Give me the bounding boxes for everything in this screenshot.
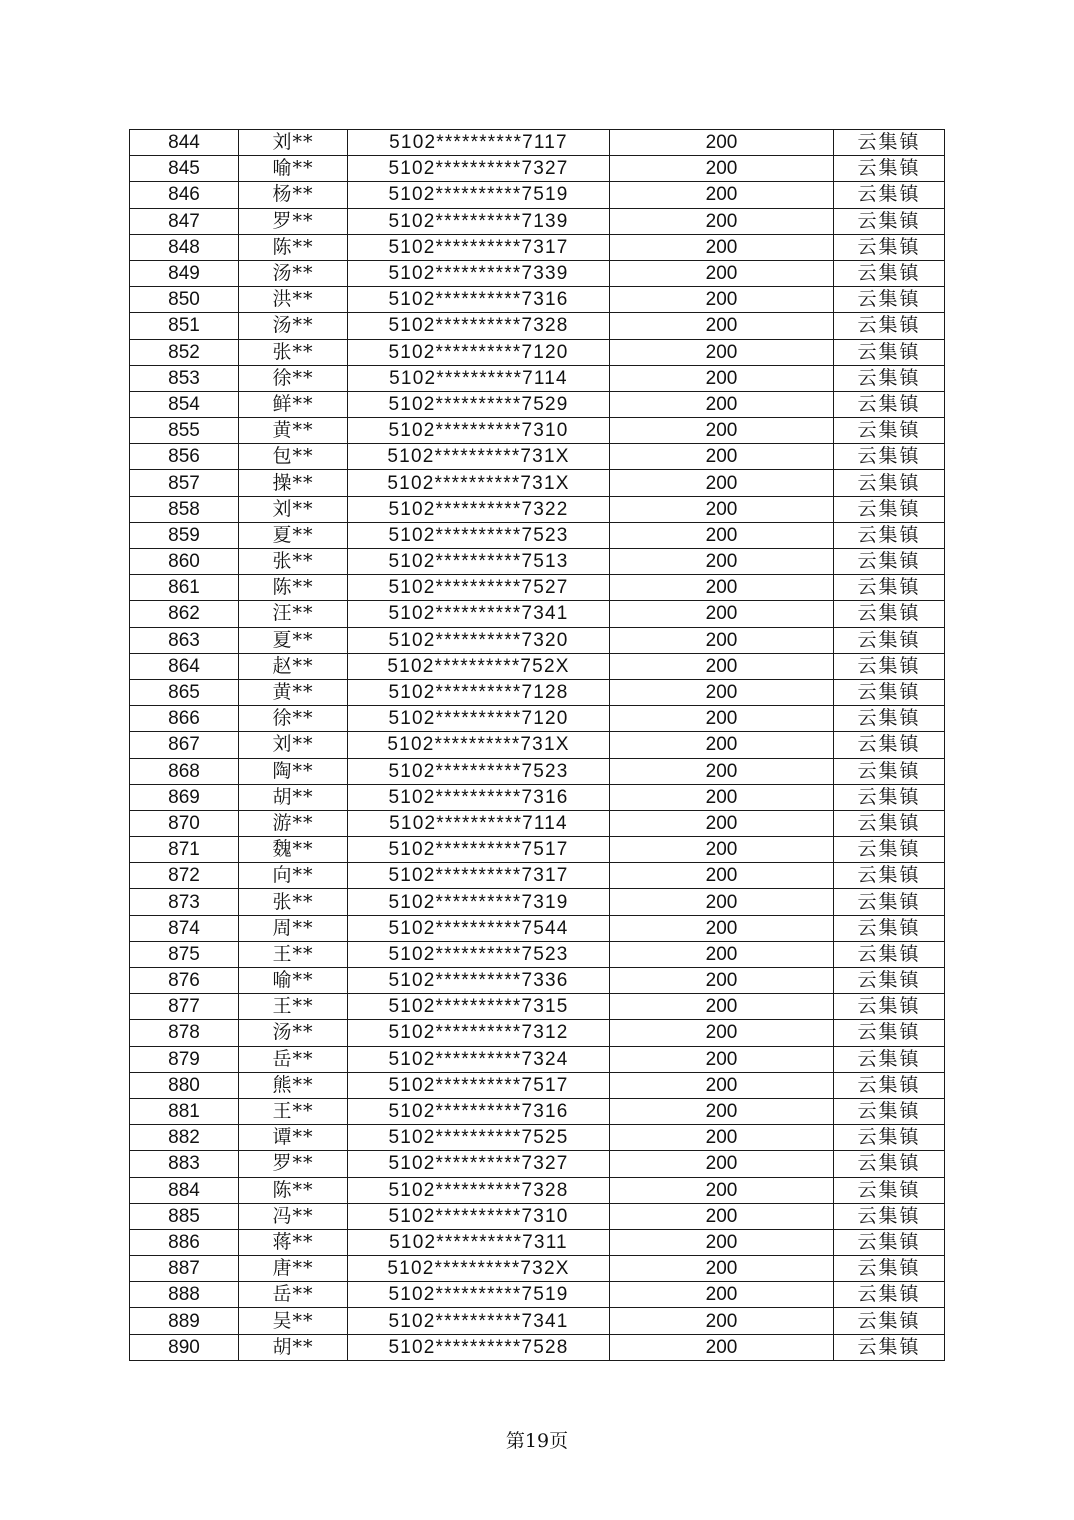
table-row — [130, 1020, 945, 1046]
town-cell: 云集镇 — [834, 810, 945, 836]
name-cell: 张** — [239, 549, 348, 575]
town-cell: 云集镇 — [834, 313, 945, 339]
name-cell: 魏** — [239, 837, 348, 863]
id-number-cell: 5102**********7310 — [348, 1203, 610, 1229]
name-cell: 唐** — [239, 1256, 348, 1282]
table-row — [130, 1203, 945, 1229]
town-cell: 云集镇 — [834, 418, 945, 444]
amount-cell: 200 — [610, 889, 834, 915]
table-row — [130, 1334, 945, 1360]
table-row — [130, 994, 945, 1020]
id-number-cell: 5102**********7523 — [348, 941, 610, 967]
name-cell: 王** — [239, 1098, 348, 1124]
id-number-cell: 5102**********7328 — [348, 313, 610, 339]
name-cell: 汤** — [239, 313, 348, 339]
subsidy-roster-table — [129, 129, 945, 1361]
table-row — [130, 182, 945, 208]
table-row — [130, 260, 945, 286]
name-cell: 汪** — [239, 601, 348, 627]
table-row — [130, 156, 945, 182]
row-number-cell: 883 — [130, 1151, 239, 1177]
amount-cell: 200 — [610, 208, 834, 234]
id-number-cell: 5102**********7327 — [348, 1151, 610, 1177]
name-cell: 杨** — [239, 182, 348, 208]
row-number-cell: 859 — [130, 522, 239, 548]
name-cell: 徐** — [239, 365, 348, 391]
id-number-cell: 5102**********7519 — [348, 1282, 610, 1308]
amount-cell: 200 — [610, 1151, 834, 1177]
town-cell: 云集镇 — [834, 784, 945, 810]
id-number-cell: 5102**********7529 — [348, 391, 610, 417]
row-number-cell: 847 — [130, 208, 239, 234]
id-number-cell: 5102**********7320 — [348, 627, 610, 653]
town-cell: 云集镇 — [834, 706, 945, 732]
town-cell: 云集镇 — [834, 915, 945, 941]
amount-cell: 200 — [610, 1177, 834, 1203]
table-row — [130, 365, 945, 391]
town-cell: 云集镇 — [834, 1125, 945, 1151]
town-cell: 云集镇 — [834, 470, 945, 496]
row-number-cell: 865 — [130, 679, 239, 705]
name-cell: 陈** — [239, 234, 348, 260]
id-number-cell: 5102**********731X — [348, 732, 610, 758]
town-cell: 云集镇 — [834, 339, 945, 365]
name-cell: 张** — [239, 339, 348, 365]
row-number-cell: 856 — [130, 444, 239, 470]
table-row — [130, 1046, 945, 1072]
town-cell: 云集镇 — [834, 889, 945, 915]
id-number-cell: 5102**********7316 — [348, 287, 610, 313]
town-cell: 云集镇 — [834, 627, 945, 653]
name-cell: 蒋** — [239, 1229, 348, 1255]
name-cell: 陈** — [239, 575, 348, 601]
row-number-cell: 858 — [130, 496, 239, 522]
amount-cell: 200 — [610, 1282, 834, 1308]
id-number-cell: 5102**********7120 — [348, 706, 610, 732]
town-cell: 云集镇 — [834, 208, 945, 234]
name-cell: 罗** — [239, 1151, 348, 1177]
id-number-cell: 5102**********7517 — [348, 837, 610, 863]
town-cell: 云集镇 — [834, 653, 945, 679]
town-cell: 云集镇 — [834, 601, 945, 627]
row-number-cell: 849 — [130, 260, 239, 286]
name-cell: 喻** — [239, 968, 348, 994]
id-number-cell: 5102**********7513 — [348, 549, 610, 575]
name-cell: 陈** — [239, 1177, 348, 1203]
id-number-cell: 5102**********7523 — [348, 758, 610, 784]
row-number-cell: 875 — [130, 941, 239, 967]
amount-cell: 200 — [610, 863, 834, 889]
id-number-cell: 5102**********7341 — [348, 601, 610, 627]
town-cell: 云集镇 — [834, 1229, 945, 1255]
row-number-cell: 853 — [130, 365, 239, 391]
name-cell: 刘** — [239, 130, 348, 156]
name-cell: 冯** — [239, 1203, 348, 1229]
id-number-cell: 5102**********7117 — [348, 130, 610, 156]
name-cell: 黄** — [239, 418, 348, 444]
amount-cell: 200 — [610, 575, 834, 601]
table-row — [130, 1308, 945, 1334]
amount-cell: 200 — [610, 1020, 834, 1046]
row-number-cell: 878 — [130, 1020, 239, 1046]
name-cell: 汤** — [239, 1020, 348, 1046]
town-cell: 云集镇 — [834, 182, 945, 208]
row-number-cell: 861 — [130, 575, 239, 601]
table-row — [130, 627, 945, 653]
amount-cell: 200 — [610, 444, 834, 470]
table-row — [130, 1072, 945, 1098]
name-cell: 谭** — [239, 1125, 348, 1151]
id-number-cell: 5102**********731X — [348, 444, 610, 470]
name-cell: 刘** — [239, 496, 348, 522]
id-number-cell: 5102**********7525 — [348, 1125, 610, 1151]
amount-cell: 200 — [610, 679, 834, 705]
name-cell: 胡** — [239, 1334, 348, 1360]
roster-table-body — [130, 130, 945, 1361]
id-number-cell: 5102**********7310 — [348, 418, 610, 444]
row-number-cell: 846 — [130, 182, 239, 208]
amount-cell: 200 — [610, 784, 834, 810]
amount-cell: 200 — [610, 941, 834, 967]
table-row — [130, 1151, 945, 1177]
table-row — [130, 1098, 945, 1124]
town-cell: 云集镇 — [834, 1177, 945, 1203]
id-number-cell: 5102**********7128 — [348, 679, 610, 705]
amount-cell: 200 — [610, 1098, 834, 1124]
name-cell: 鲜** — [239, 391, 348, 417]
name-cell: 黄** — [239, 679, 348, 705]
row-number-cell: 871 — [130, 837, 239, 863]
name-cell: 喻** — [239, 156, 348, 182]
amount-cell: 200 — [610, 522, 834, 548]
amount-cell: 200 — [610, 130, 834, 156]
table-row — [130, 653, 945, 679]
table-row — [130, 810, 945, 836]
id-number-cell: 5102**********7341 — [348, 1308, 610, 1334]
id-number-cell: 5102**********7319 — [348, 889, 610, 915]
amount-cell: 200 — [610, 313, 834, 339]
name-cell: 刘** — [239, 732, 348, 758]
id-number-cell: 5102**********7336 — [348, 968, 610, 994]
table-row — [130, 784, 945, 810]
amount-cell: 200 — [610, 1308, 834, 1334]
table-row — [130, 444, 945, 470]
row-number-cell: 845 — [130, 156, 239, 182]
row-number-cell: 888 — [130, 1282, 239, 1308]
row-number-cell: 862 — [130, 601, 239, 627]
table-row — [130, 130, 945, 156]
row-number-cell: 880 — [130, 1072, 239, 1098]
row-number-cell: 855 — [130, 418, 239, 444]
town-cell: 云集镇 — [834, 130, 945, 156]
name-cell: 罗** — [239, 208, 348, 234]
row-number-cell: 857 — [130, 470, 239, 496]
amount-cell: 200 — [610, 182, 834, 208]
amount-cell: 200 — [610, 549, 834, 575]
row-number-cell: 885 — [130, 1203, 239, 1229]
table-row — [130, 470, 945, 496]
amount-cell: 200 — [610, 418, 834, 444]
amount-cell: 200 — [610, 470, 834, 496]
row-number-cell: 886 — [130, 1229, 239, 1255]
name-cell: 向** — [239, 863, 348, 889]
town-cell: 云集镇 — [834, 496, 945, 522]
amount-cell: 200 — [610, 234, 834, 260]
table-row — [130, 208, 945, 234]
table-row — [130, 679, 945, 705]
town-cell: 云集镇 — [834, 994, 945, 1020]
row-number-cell: 850 — [130, 287, 239, 313]
name-cell: 岳** — [239, 1282, 348, 1308]
amount-cell: 200 — [610, 260, 834, 286]
row-number-cell: 869 — [130, 784, 239, 810]
town-cell: 云集镇 — [834, 1151, 945, 1177]
town-cell: 云集镇 — [834, 234, 945, 260]
town-cell: 云集镇 — [834, 1098, 945, 1124]
name-cell: 夏** — [239, 522, 348, 548]
table-row — [130, 706, 945, 732]
row-number-cell: 881 — [130, 1098, 239, 1124]
row-number-cell: 882 — [130, 1125, 239, 1151]
table-row — [130, 837, 945, 863]
id-number-cell: 5102**********7324 — [348, 1046, 610, 1072]
id-number-cell: 5102**********7317 — [348, 863, 610, 889]
row-number-cell: 889 — [130, 1308, 239, 1334]
amount-cell: 200 — [610, 627, 834, 653]
row-number-cell: 860 — [130, 549, 239, 575]
id-number-cell: 5102**********7114 — [348, 810, 610, 836]
town-cell: 云集镇 — [834, 732, 945, 758]
town-cell: 云集镇 — [834, 1203, 945, 1229]
town-cell: 云集镇 — [834, 1308, 945, 1334]
table-row — [130, 339, 945, 365]
table-row — [130, 1256, 945, 1282]
name-cell: 陶** — [239, 758, 348, 784]
amount-cell: 200 — [610, 732, 834, 758]
row-number-cell: 852 — [130, 339, 239, 365]
row-number-cell: 864 — [130, 653, 239, 679]
town-cell: 云集镇 — [834, 156, 945, 182]
name-cell: 洪** — [239, 287, 348, 313]
table-row — [130, 522, 945, 548]
amount-cell: 200 — [610, 1203, 834, 1229]
amount-cell: 200 — [610, 156, 834, 182]
row-number-cell: 870 — [130, 810, 239, 836]
table-row — [130, 496, 945, 522]
table-row — [130, 941, 945, 967]
table-row — [130, 863, 945, 889]
name-cell: 汤** — [239, 260, 348, 286]
table-row — [130, 968, 945, 994]
row-number-cell: 866 — [130, 706, 239, 732]
town-cell: 云集镇 — [834, 260, 945, 286]
amount-cell: 200 — [610, 365, 834, 391]
town-cell: 云集镇 — [834, 1046, 945, 1072]
table-row — [130, 1125, 945, 1151]
town-cell: 云集镇 — [834, 1072, 945, 1098]
table-row — [130, 313, 945, 339]
amount-cell: 200 — [610, 994, 834, 1020]
name-cell: 王** — [239, 994, 348, 1020]
row-number-cell: 868 — [130, 758, 239, 784]
row-number-cell: 884 — [130, 1177, 239, 1203]
row-number-cell: 877 — [130, 994, 239, 1020]
id-number-cell: 5102**********7327 — [348, 156, 610, 182]
town-cell: 云集镇 — [834, 1256, 945, 1282]
amount-cell: 200 — [610, 810, 834, 836]
amount-cell: 200 — [610, 339, 834, 365]
name-cell: 周** — [239, 915, 348, 941]
id-number-cell: 5102**********7316 — [348, 784, 610, 810]
name-cell: 岳** — [239, 1046, 348, 1072]
id-number-cell: 5102**********7322 — [348, 496, 610, 522]
row-number-cell: 873 — [130, 889, 239, 915]
id-number-cell: 5102**********752X — [348, 653, 610, 679]
amount-cell: 200 — [610, 837, 834, 863]
town-cell: 云集镇 — [834, 1020, 945, 1046]
row-number-cell: 851 — [130, 313, 239, 339]
table-row — [130, 549, 945, 575]
table-row — [130, 234, 945, 260]
table-row — [130, 575, 945, 601]
amount-cell: 200 — [610, 1125, 834, 1151]
amount-cell: 200 — [610, 601, 834, 627]
name-cell: 胡** — [239, 784, 348, 810]
town-cell: 云集镇 — [834, 444, 945, 470]
row-number-cell: 874 — [130, 915, 239, 941]
id-number-cell: 5102**********7311 — [348, 1229, 610, 1255]
amount-cell: 200 — [610, 391, 834, 417]
id-number-cell: 5102**********7120 — [348, 339, 610, 365]
amount-cell: 200 — [610, 1229, 834, 1255]
name-cell: 吴** — [239, 1308, 348, 1334]
row-number-cell: 887 — [130, 1256, 239, 1282]
id-number-cell: 5102**********7517 — [348, 1072, 610, 1098]
row-number-cell: 867 — [130, 732, 239, 758]
table-row — [130, 758, 945, 784]
id-number-cell: 5102**********7317 — [348, 234, 610, 260]
town-cell: 云集镇 — [834, 758, 945, 784]
town-cell: 云集镇 — [834, 1334, 945, 1360]
table-row — [130, 889, 945, 915]
town-cell: 云集镇 — [834, 1282, 945, 1308]
amount-cell: 200 — [610, 1072, 834, 1098]
town-cell: 云集镇 — [834, 679, 945, 705]
amount-cell: 200 — [610, 758, 834, 784]
name-cell: 游** — [239, 810, 348, 836]
id-number-cell: 5102**********7523 — [348, 522, 610, 548]
id-number-cell: 5102**********7544 — [348, 915, 610, 941]
table-row — [130, 1177, 945, 1203]
name-cell: 夏** — [239, 627, 348, 653]
table-row — [130, 418, 945, 444]
id-number-cell: 5102**********7528 — [348, 1334, 610, 1360]
amount-cell: 200 — [610, 1256, 834, 1282]
name-cell: 熊** — [239, 1072, 348, 1098]
amount-cell: 200 — [610, 653, 834, 679]
name-cell: 操** — [239, 470, 348, 496]
name-cell: 徐** — [239, 706, 348, 732]
name-cell: 包** — [239, 444, 348, 470]
amount-cell: 200 — [610, 706, 834, 732]
id-number-cell: 5102**********7312 — [348, 1020, 610, 1046]
id-number-cell: 5102**********732X — [348, 1256, 610, 1282]
amount-cell: 200 — [610, 287, 834, 313]
name-cell: 赵** — [239, 653, 348, 679]
table-row — [130, 1282, 945, 1308]
id-number-cell: 5102**********7328 — [348, 1177, 610, 1203]
town-cell: 云集镇 — [834, 287, 945, 313]
row-number-cell: 854 — [130, 391, 239, 417]
row-number-cell: 844 — [130, 130, 239, 156]
id-number-cell: 5102**********7315 — [348, 994, 610, 1020]
row-number-cell: 848 — [130, 234, 239, 260]
row-number-cell: 879 — [130, 1046, 239, 1072]
row-number-cell: 872 — [130, 863, 239, 889]
town-cell: 云集镇 — [834, 522, 945, 548]
row-number-cell: 890 — [130, 1334, 239, 1360]
town-cell: 云集镇 — [834, 941, 945, 967]
amount-cell: 200 — [610, 1334, 834, 1360]
name-cell: 王** — [239, 941, 348, 967]
id-number-cell: 5102**********7527 — [348, 575, 610, 601]
town-cell: 云集镇 — [834, 863, 945, 889]
amount-cell: 200 — [610, 968, 834, 994]
row-number-cell: 863 — [130, 627, 239, 653]
amount-cell: 200 — [610, 1046, 834, 1072]
town-cell: 云集镇 — [834, 391, 945, 417]
row-number-cell: 876 — [130, 968, 239, 994]
town-cell: 云集镇 — [834, 837, 945, 863]
id-number-cell: 5102**********7519 — [348, 182, 610, 208]
town-cell: 云集镇 — [834, 365, 945, 391]
amount-cell: 200 — [610, 496, 834, 522]
table-row — [130, 287, 945, 313]
id-number-cell: 5102**********731X — [348, 470, 610, 496]
town-cell: 云集镇 — [834, 575, 945, 601]
table-row — [130, 1229, 945, 1255]
name-cell: 张** — [239, 889, 348, 915]
table-row — [130, 391, 945, 417]
id-number-cell: 5102**********7339 — [348, 260, 610, 286]
table-row — [130, 915, 945, 941]
id-number-cell: 5102**********7316 — [348, 1098, 610, 1124]
town-cell: 云集镇 — [834, 968, 945, 994]
id-number-cell: 5102**********7139 — [348, 208, 610, 234]
amount-cell: 200 — [610, 915, 834, 941]
id-number-cell: 5102**********7114 — [348, 365, 610, 391]
table-row — [130, 601, 945, 627]
page-number: 第19页 — [505, 1430, 569, 1452]
town-cell: 云集镇 — [834, 549, 945, 575]
table-row — [130, 732, 945, 758]
